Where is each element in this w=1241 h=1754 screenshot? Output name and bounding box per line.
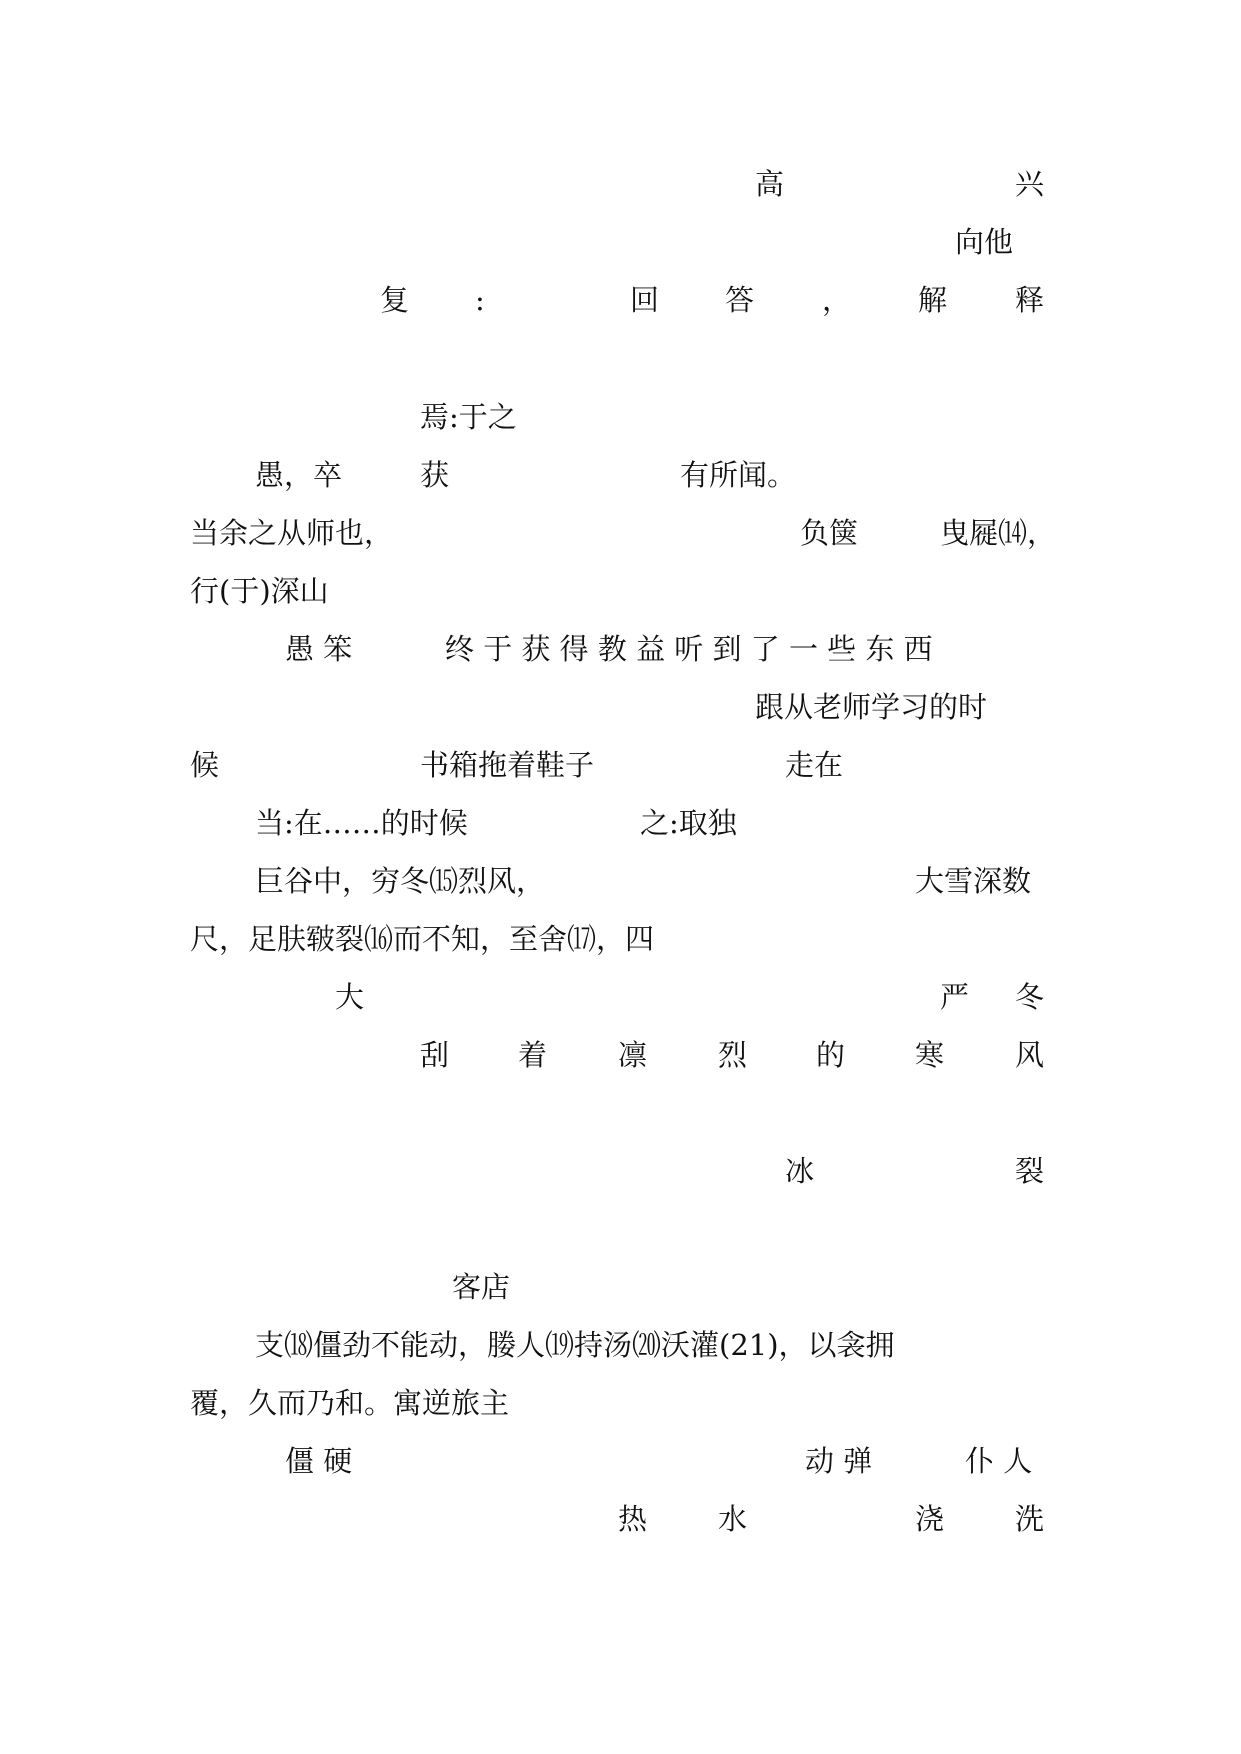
text-fragment: 的 (816, 1038, 846, 1072)
text-fragment: 动 弹 (805, 1444, 873, 1478)
text-fragment: 焉:于之 (420, 400, 517, 434)
text-fragment: 行(于)深山 (190, 574, 329, 608)
text-fragment: 刮 (420, 1038, 450, 1072)
text-fragment: 僵 硬 (285, 1444, 353, 1478)
text-fragment: 复 (380, 283, 410, 317)
text-fragment: 回 (630, 283, 660, 317)
text-fragment: 寒 (915, 1038, 945, 1072)
text-fragment: 当余之从师也， (190, 516, 394, 550)
text-fragment: 凛 (618, 1038, 648, 1072)
text-fragment: 有所闻。 (680, 458, 797, 492)
text-fragment: 水 (718, 1502, 748, 1536)
text-fragment: 终 于 获 得 教 益 听 到 了 一 些 东 西 (445, 632, 933, 666)
text-fragment: 热 (618, 1502, 648, 1536)
text-fragment: 支⒅僵劲不能动，媵人⒆持汤⒇沃灌(21)，以衾拥 (255, 1328, 895, 1362)
text-fragment: 跟从老师学习的时 (755, 690, 988, 724)
text-fragment: 浇 (915, 1502, 945, 1536)
text-fragment: 曳屣⒁， (940, 516, 1057, 550)
text-fragment: 烈 (718, 1038, 748, 1072)
text-fragment: 着 (518, 1038, 548, 1072)
text-fragment: 兴 (1015, 167, 1045, 201)
text-fragment: 候 (190, 748, 220, 782)
text-fragment: 愚，卒 (255, 458, 343, 492)
text-fragment: 愚 笨 (285, 632, 353, 666)
text-fragment: 之:取独 (640, 806, 737, 840)
text-fragment: 洗 (1015, 1502, 1045, 1536)
text-fragment: 大雪深数 (915, 864, 1032, 898)
text-fragment: 裂 (1015, 1154, 1045, 1188)
text-fragment: ， (822, 283, 852, 317)
text-fragment: 负箧 (800, 516, 859, 550)
text-fragment: 大 (335, 980, 365, 1014)
text-fragment: 巨谷中，穷冬⒂烈风， (255, 864, 546, 898)
text-fragment: 走在 (785, 748, 844, 782)
text-fragment: 客店 (452, 1270, 511, 1304)
text-fragment: 尺，足肤皲裂⒃而不知，至舍⒄，四 (190, 922, 655, 956)
text-fragment: 覆，久而乃和。寓逆旅主 (190, 1386, 510, 1420)
text-fragment: 冬 (1015, 980, 1045, 1014)
text-fragment: 冰 (785, 1154, 815, 1188)
text-fragment: 答 (725, 283, 755, 317)
text-fragment: 风 (1015, 1038, 1045, 1072)
text-fragment: 向他 (955, 225, 1014, 259)
text-fragment: 获 (420, 458, 450, 492)
text-fragment: 高 (755, 167, 785, 201)
text-fragment: 仆 人 (965, 1444, 1033, 1478)
text-fragment: 书箱拖着鞋子 (420, 748, 595, 782)
text-fragment: 解 (918, 283, 948, 317)
text-fragment: 释 (1015, 283, 1045, 317)
text-fragment: : (475, 283, 485, 317)
text-fragment: 当:在……的时候 (255, 806, 468, 840)
text-fragment: 严 (940, 980, 970, 1014)
